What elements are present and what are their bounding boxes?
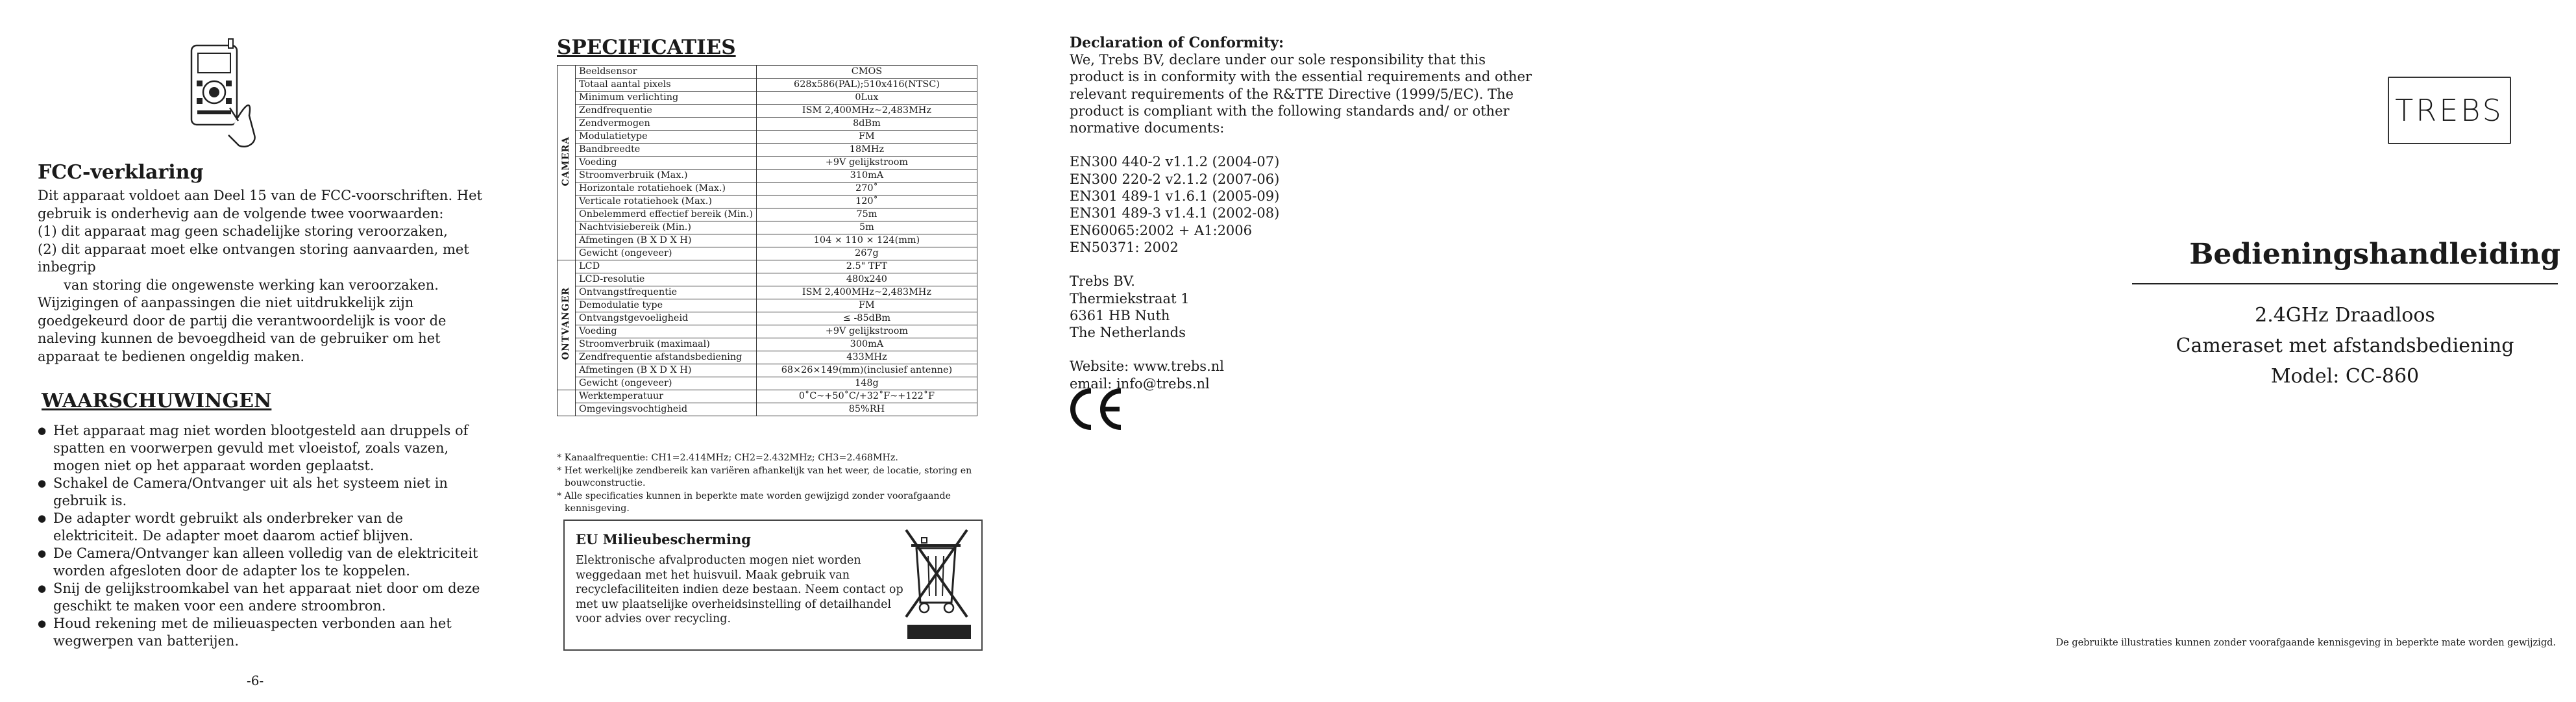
spec-label: Werktemperatuur	[576, 390, 757, 403]
spec-label: Gewicht (ongeveer)	[576, 247, 757, 260]
spec-value: 267g	[756, 247, 977, 260]
standard-item: EN300 440-2 v1.1.2 (2004-07)	[1070, 154, 1280, 170]
spec-label: Zendfrequentie afstandsbediening	[576, 351, 757, 364]
spec-row	[558, 299, 977, 312]
warning-item: ● Snij de gelijkstroomkabel van het apparaat niet door om deze geschikt te maken voor een andere stroombron.	[38, 580, 485, 615]
spec-value: ISM 2,400MHz~2,483MHz	[756, 105, 977, 118]
spec-row	[558, 221, 977, 234]
spec-value: 480x240	[756, 273, 977, 286]
receiver-group-text: ONTVANGER	[561, 286, 571, 360]
ce-mark-icon	[1068, 386, 1126, 432]
spec-value: 628x586(PAL);510x416(NTSC)	[756, 79, 977, 92]
spec-value: ISM 2,400MHz~2,483MHz	[756, 286, 977, 299]
spec-value: +9V gelijkstroom	[756, 157, 977, 169]
warnings-list	[38, 422, 485, 650]
spec-value: ≤ -85dBm	[756, 312, 977, 325]
specifications-table	[557, 65, 977, 416]
product-subtitle	[2132, 300, 2558, 392]
common-group-label	[558, 390, 576, 416]
spec-row	[558, 79, 977, 92]
spec-value: 0Lux	[756, 92, 977, 105]
camera-group-text: CAMERA	[561, 136, 571, 186]
spec-label: Voeding	[576, 157, 757, 169]
spec-value: 300mA	[756, 338, 977, 351]
spec-value: 104 × 110 × 124(mm)	[756, 234, 977, 247]
spec-row	[558, 286, 977, 299]
spec-row	[558, 182, 977, 195]
spec-row	[558, 195, 977, 208]
spec-label: Beeldsensor	[576, 66, 757, 79]
spec-label: Horizontale rotatiehoek (Max.)	[576, 182, 757, 195]
address-line: Thermiekstraat 1	[1070, 290, 1190, 307]
spec-label: Ontvangstfrequentie	[576, 286, 757, 299]
spec-row	[558, 157, 977, 169]
spec-value: 310mA	[756, 169, 977, 182]
spec-row	[558, 403, 977, 416]
spec-row	[558, 208, 977, 221]
spec-notes	[557, 452, 998, 516]
illustration-disclaimer: De gebruikte illustraties kunnen zonder voorafgaande kennisgeving in beperkte mate worden gewijzigd.	[2055, 638, 2556, 648]
page-number: -6-	[247, 673, 264, 688]
spec-label: Stroomverbruik (Max.)	[576, 169, 757, 182]
spec-label: Afmetingen (B X D X H)	[576, 234, 757, 247]
spec-note: * Alle specificaties kunnen in beperkte mate worden gewijzigd zonder voorafgaande kennisgeving.	[557, 490, 951, 514]
spec-label: Zendfrequentie	[576, 105, 757, 118]
subtitle-line: 2.4GHz Draadloos	[2255, 304, 2435, 327]
fcc-outro: Wijzigingen of aanpassingen die niet uitdrukkelijk zijn goedgekeurd door de partij die verantwoordelijk is voor de naleving kunnen de bevoegdheid van de gebruiker om het apparaat te bedienen ongeldig maken.	[38, 295, 447, 364]
spec-label: Stroomverbruik (maximaal)	[576, 338, 757, 351]
standard-item: EN301 489-3 v1.4.1 (2002-08)	[1070, 205, 1280, 221]
fcc-condition-2: (2) dit apparaat moet elke ontvangen storing aanvaarden, met inbegrip	[38, 241, 469, 275]
title-divider	[2132, 283, 2558, 284]
spec-label: LCD-resolutie	[576, 273, 757, 286]
spec-label: Ontvangstgevoeligheid	[576, 312, 757, 325]
spec-row	[558, 312, 977, 325]
spec-value: 5m	[756, 221, 977, 234]
spec-value: 270˚	[756, 182, 977, 195]
warning-item: ● Het apparaat mag niet worden blootgesteld aan druppels of spatten en voorwerpen gevuld met vloeistof, zoals vazen, mogen niet op het apparaat worden geplaatst.	[38, 422, 485, 475]
spec-value: 148g	[756, 377, 977, 390]
spec-row	[558, 351, 977, 364]
spec-label: Afmetingen (B X D X H)	[576, 364, 757, 377]
spec-label: LCD	[576, 260, 757, 273]
warning-item: ● De adapter wordt gebruikt als onderbreker van de elektriciteit. De adapter moet daarom actief blijven.	[38, 510, 485, 545]
spec-label: Bandbreedte	[576, 144, 757, 157]
spec-row	[558, 364, 977, 377]
spec-row	[558, 105, 977, 118]
spec-row	[558, 92, 977, 105]
manual-title: Bedieningshandleiding	[2189, 238, 2560, 271]
spec-row	[558, 260, 977, 273]
declaration-text: We, Trebs BV, declare under our sole responsibility that this product is in conformity with the essential requirements and other relevant requirements of the R&TTE Directive (1999/5/EC). The product is compliant with the following standards and/ or other normative documents:	[1070, 52, 1532, 136]
eco-box	[563, 520, 983, 651]
standard-item: EN301 489-1 v1.6.1 (2005-09)	[1070, 188, 1280, 205]
logo-text: TREBS	[2395, 93, 2504, 128]
address-line: Trebs BV.	[1070, 273, 1135, 290]
spec-row	[558, 234, 977, 247]
spec-row	[558, 66, 977, 79]
spec-label: Totaal aantal pixels	[576, 79, 757, 92]
spec-row	[558, 338, 977, 351]
warning-item: ● De Camera/Ontvanger kan alleen volledig van de elektriciteit worden afgesloten door de adapter los te koppelen.	[38, 545, 485, 580]
subtitle-line: Cameraset met afstandsbediening	[2176, 334, 2514, 357]
fcc-condition-1: (1) dit apparaat mag geen schadelijke storing veroorzaken,	[38, 223, 448, 239]
spec-note: * Het werkelijke zendbereik kan variëren afhankelijk van het weer, de locatie, storing en bouwconstructie.	[557, 465, 972, 488]
standards-list	[1070, 153, 1537, 256]
spec-row	[558, 118, 977, 131]
trebs-logo	[2388, 77, 2511, 144]
spec-value: 2.5" TFT	[756, 260, 977, 273]
spec-note: * Kanaalfrequentie: CH1=2.414MHz; CH2=2.432MHz; CH3=2.468MHz.	[557, 453, 898, 463]
spec-label: Gewicht (ongeveer)	[576, 377, 757, 390]
fcc-title: FCC-verklaring	[38, 161, 204, 184]
spec-label: Omgevingsvochtigheid	[576, 403, 757, 416]
spec-label: Onbelemmerd effectief bereik (Min.)	[576, 208, 757, 221]
spec-label: Demodulatie type	[576, 299, 757, 312]
warning-item: ● Schakel de Camera/Ontvanger uit als het systeem niet in gebruik is.	[38, 475, 485, 510]
eco-title: EU Milieubescherming	[576, 531, 751, 547]
spec-row	[558, 273, 977, 286]
address-line: The Netherlands	[1070, 325, 1186, 341]
fcc-body	[38, 187, 485, 366]
spec-label: Modulatietype	[576, 131, 757, 144]
address-line: 6361 HB Nuth	[1070, 307, 1170, 323]
website-link[interactable]: Website: www.trebs.nl	[1070, 358, 1225, 375]
spec-value: 433MHz	[756, 351, 977, 364]
spec-row	[558, 144, 977, 157]
crossed-bin-icon	[900, 523, 977, 646]
spec-label: Nachtvisiebereik (Min.)	[576, 221, 757, 234]
declaration-body	[1070, 51, 1537, 392]
declaration-title: Declaration of Conformity:	[1070, 34, 1284, 51]
fcc-condition-2-cont: van storing die ongewenste werking kan veroorzaken.	[64, 277, 439, 293]
specifications-title: SPECIFICATIES	[557, 36, 736, 59]
spec-label: Voeding	[576, 325, 757, 338]
spec-value: 8dBm	[756, 118, 977, 131]
spec-value: 68×26×149(mm)(inclusief antenne)	[756, 364, 977, 377]
warning-item: ● Houd rekening met de milieuaspecten verbonden aan het wegwerpen van batterijen.	[38, 615, 485, 650]
fcc-intro: Dit apparaat voldoet aan Deel 15 van de FCC-voorschriften. Het gebruik is onderhevig aan de volgende twee voorwaarden:	[38, 188, 482, 221]
email-link[interactable]: email: info@trebs.nl	[1070, 375, 1210, 392]
spec-value: 0˚C~+50˚C/+32˚F~+122˚F	[756, 390, 977, 403]
spec-value: 18MHz	[756, 144, 977, 157]
spec-row	[558, 247, 977, 260]
remote-control-illustration	[175, 38, 292, 151]
spec-value: 85%RH	[756, 403, 977, 416]
spec-value: CMOS	[756, 66, 977, 79]
spec-value: 75m	[756, 208, 977, 221]
warnings-title: WAARSCHUWINGEN	[42, 390, 272, 412]
receiver-group-label	[558, 260, 576, 390]
spec-label: Zendvermogen	[576, 118, 757, 131]
spec-row	[558, 377, 977, 390]
company-address	[1070, 273, 1537, 341]
standard-item: EN50371: 2002	[1070, 239, 1179, 255]
eco-text: Elektronische afvalproducten mogen niet worden weggedaan met het huisvuil. Maak gebruik van recyclefaciliteiten indien deze bestaan. Neem contact op met uw plaatselijke overheidsinstelling of detailhandel voor advies over recycling.	[576, 554, 903, 625]
camera-group-label	[558, 66, 576, 260]
spec-row	[558, 131, 977, 144]
spec-value: +9V gelijkstroom	[756, 325, 977, 338]
spec-label: Minimum verlichting	[576, 92, 757, 105]
spec-row	[558, 169, 977, 182]
spec-row	[558, 390, 977, 403]
model-number: Model: CC-860	[2270, 365, 2420, 388]
spec-value: 120˚	[756, 195, 977, 208]
spec-label: Verticale rotatiehoek (Max.)	[576, 195, 757, 208]
standard-item: EN300 220-2 v2.1.2 (2007-06)	[1070, 171, 1280, 187]
spec-row	[558, 325, 977, 338]
spec-value: FM	[756, 299, 977, 312]
standard-item: EN60065:2002 + A1:2006	[1070, 222, 1253, 238]
spec-value: FM	[756, 131, 977, 144]
